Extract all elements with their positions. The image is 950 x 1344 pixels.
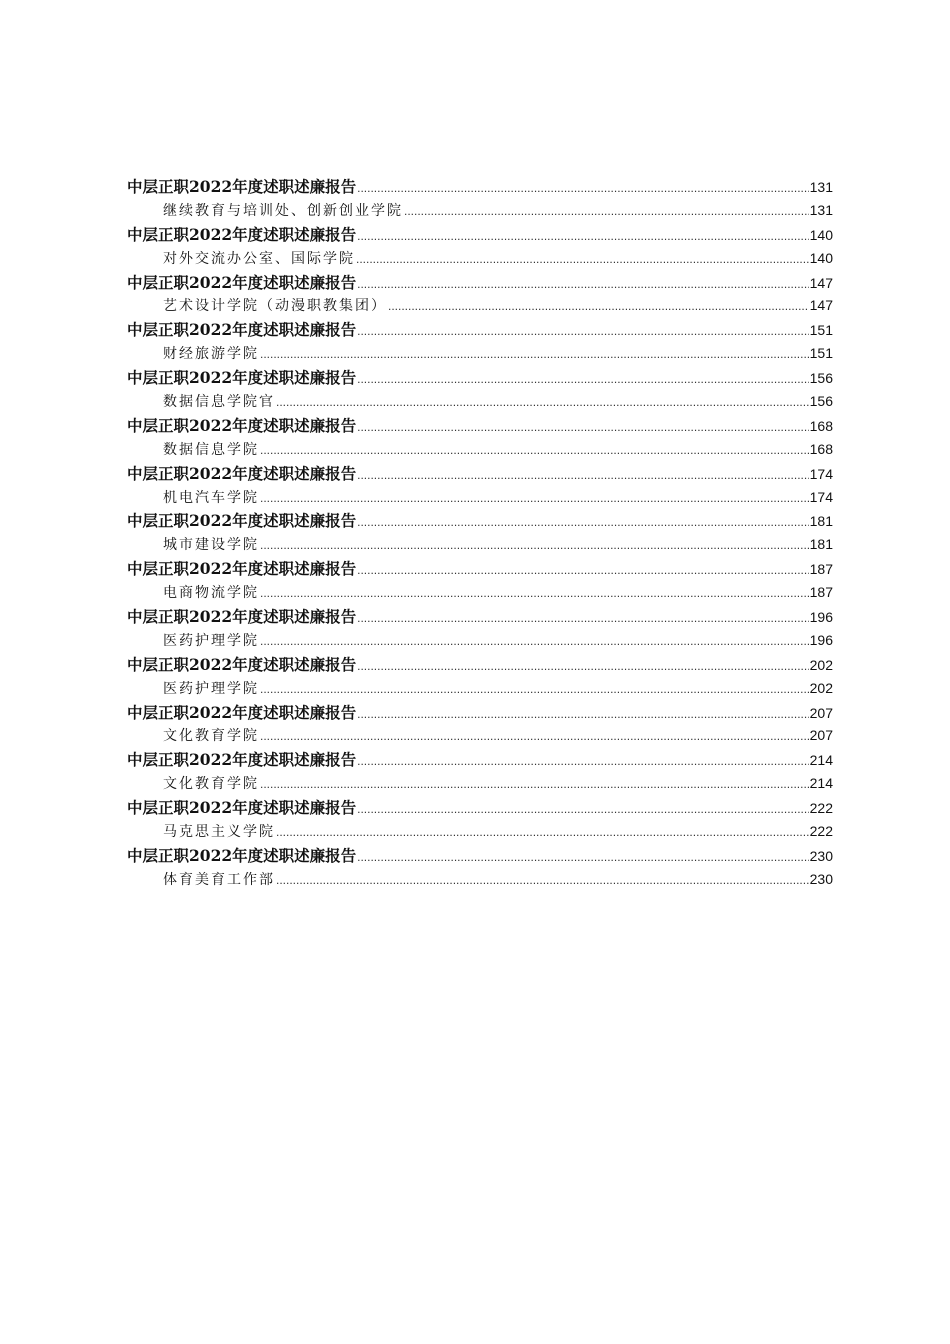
toc-entry-page-number: 140: [809, 249, 833, 266]
toc-entry-heading[interactable]: [127, 653, 833, 677]
toc-entry-subheading[interactable]: [127, 390, 833, 414]
toc-dot-leader: [260, 343, 809, 367]
toc-entry-title: 医药护理学院: [163, 632, 259, 649]
toc-dot-leader: [357, 273, 809, 297]
toc-entry-subheading[interactable]: [127, 581, 833, 605]
toc-entry-page-number: 174: [809, 488, 833, 505]
toc-entry-title: 财经旅游学院: [163, 346, 259, 363]
toc-entry-heading[interactable]: [127, 844, 833, 868]
toc-entry-page-number: 207: [809, 704, 833, 721]
toc-entry-subheading[interactable]: [127, 342, 833, 366]
toc-entry-subheading[interactable]: [127, 868, 833, 892]
toc-entry-page-number: 156: [809, 393, 833, 410]
toc-entry-subheading[interactable]: [127, 820, 833, 844]
toc-entry-title: 继续教育与培训处、创新创业学院: [163, 202, 403, 219]
toc-entry-page-number: 222: [809, 800, 833, 817]
toc-entry-title: 中层正职2022年度述职述廉报告: [127, 368, 357, 388]
toc-dot-leader: [404, 200, 809, 224]
toc-entry-subheading[interactable]: [127, 677, 833, 701]
toc-dot-leader: [357, 750, 809, 774]
toc-dot-leader: [260, 725, 809, 749]
toc-entry-page-number: 187: [809, 584, 833, 601]
toc-entry-page-number: 181: [809, 536, 833, 553]
toc-entry-heading[interactable]: [127, 366, 833, 390]
toc-dot-leader: [357, 559, 809, 583]
toc-entry-page-number: 222: [809, 823, 833, 840]
toc-entry-title: 中层正职2022年度述职述廉报告: [127, 845, 357, 865]
toc-entry-subheading[interactable]: [127, 772, 833, 796]
toc-entry-page-number: 214: [809, 775, 833, 792]
toc-entry-subheading[interactable]: [127, 629, 833, 653]
toc-entry-title: 中层正职2022年度述职述廉报告: [127, 798, 357, 818]
toc-entry-page-number: 230: [809, 870, 833, 887]
toc-entry-title: 文化教育学院: [163, 728, 259, 745]
toc-entry-title: 数据信息学院官: [163, 394, 275, 411]
toc-dot-leader: [357, 225, 809, 249]
toc-entry-heading[interactable]: [127, 462, 833, 486]
toc-dot-leader: [357, 846, 809, 870]
toc-entry-page-number: 196: [809, 609, 833, 626]
toc-dot-leader: [357, 177, 809, 201]
toc-entry-heading[interactable]: [127, 223, 833, 247]
toc-entry-page-number: 131: [809, 201, 833, 218]
toc-entry-title: 中层正职2022年度述职述廉报告: [127, 750, 357, 770]
toc-entry-heading[interactable]: [127, 748, 833, 772]
toc-entry-subheading[interactable]: [127, 533, 833, 557]
table-of-contents: [127, 175, 833, 892]
toc-dot-leader: [357, 320, 809, 344]
toc-dot-leader: [260, 439, 809, 463]
toc-entry-page-number: 151: [809, 322, 833, 339]
toc-entry-page-number: 156: [809, 370, 833, 387]
toc-dot-leader: [260, 487, 809, 511]
toc-entry-page-number: 187: [809, 561, 833, 578]
toc-dot-leader: [260, 678, 809, 702]
toc-dot-leader: [357, 511, 809, 535]
toc-entry-title: 文化教育学院: [163, 776, 259, 793]
toc-dot-leader: [357, 607, 809, 631]
toc-entry-subheading[interactable]: [127, 438, 833, 462]
toc-dot-leader: [357, 655, 809, 679]
toc-entry-page-number: 131: [809, 179, 833, 195]
toc-entry-title: 对外交流办公室、国际学院: [163, 250, 355, 267]
toc-entry-title: 体育美育工作部: [163, 871, 275, 888]
toc-entry-heading[interactable]: [127, 318, 833, 342]
toc-entry-subheading[interactable]: [127, 294, 833, 318]
toc-entry-title: 中层正职2022年度述职述廉报告: [127, 224, 357, 244]
toc-dot-leader: [357, 416, 809, 440]
toc-entry-subheading[interactable]: [127, 199, 833, 223]
toc-dot-leader: [357, 703, 809, 727]
toc-entry-title: 中层正职2022年度述职述廉报告: [127, 559, 357, 579]
toc-entry-title: 中层正职2022年度述职述廉报告: [127, 607, 357, 627]
toc-entry-heading[interactable]: [127, 175, 833, 199]
toc-entry-title: 艺术设计学院（动漫职教集团）: [163, 298, 387, 315]
toc-entry-heading[interactable]: [127, 509, 833, 533]
toc-entry-title: 中层正职2022年度述职述廉报告: [127, 272, 357, 292]
toc-entry-title: 机电汽车学院: [163, 489, 259, 506]
toc-entry-title: 中层正职2022年度述职述廉报告: [127, 463, 357, 483]
toc-dot-leader: [260, 773, 809, 797]
toc-entry-page-number: 140: [809, 226, 833, 243]
toc-entry-subheading[interactable]: [127, 724, 833, 748]
toc-entry-title: 中层正职2022年度述职述廉报告: [127, 320, 357, 340]
toc-entry-title: 城市建设学院: [163, 537, 259, 554]
toc-entry-page-number: 174: [809, 465, 833, 482]
toc-dot-leader: [357, 798, 809, 822]
toc-entry-page-number: 147: [809, 297, 833, 314]
toc-entry-page-number: 214: [809, 752, 833, 769]
toc-dot-leader: [276, 821, 809, 845]
toc-entry-title: 马克思主义学院: [163, 824, 275, 841]
toc-entry-title: 中层正职2022年度述职述廉报告: [127, 654, 357, 674]
toc-dot-leader: [356, 248, 809, 272]
toc-entry-heading[interactable]: [127, 796, 833, 820]
toc-entry-title: 中层正职2022年度述职述廉报告: [127, 511, 357, 531]
toc-entry-page-number: 168: [809, 440, 833, 457]
toc-entry-page-number: 207: [809, 727, 833, 744]
toc-dot-leader: [260, 582, 809, 606]
toc-entry-title: 中层正职2022年度述职述廉报告: [127, 177, 357, 196]
toc-entry-subheading[interactable]: [127, 247, 833, 271]
toc-entry-page-number: 147: [809, 274, 833, 291]
toc-dot-leader: [357, 464, 809, 488]
toc-entry-page-number: 181: [809, 513, 833, 530]
toc-entry-heading[interactable]: [127, 605, 833, 629]
toc-entry-title: 电商物流学院: [163, 585, 259, 602]
toc-entry-title: 中层正职2022年度述职述廉报告: [127, 415, 357, 435]
toc-entry-heading[interactable]: [127, 701, 833, 725]
toc-entry-page-number: 196: [809, 631, 833, 648]
toc-entry-page-number: 168: [809, 417, 833, 434]
toc-entry-title: 中层正职2022年度述职述廉报告: [127, 702, 357, 722]
toc-entry-title: 数据信息学院: [163, 441, 259, 458]
toc-entry-page-number: 202: [809, 679, 833, 696]
toc-dot-leader: [260, 534, 809, 558]
toc-entry-title: 医药护理学院: [163, 680, 259, 697]
toc-dot-leader: [276, 391, 809, 415]
toc-dot-leader: [276, 869, 809, 893]
toc-dot-leader: [388, 295, 809, 319]
toc-entry-heading[interactable]: [127, 271, 833, 295]
toc-entry-page-number: 230: [809, 847, 833, 864]
toc-dot-leader: [357, 368, 809, 392]
toc-entry-page-number: 151: [809, 345, 833, 362]
toc-dot-leader: [260, 630, 809, 654]
toc-entry-heading[interactable]: [127, 557, 833, 581]
toc-entry-heading[interactable]: [127, 414, 833, 438]
toc-entry-page-number: 202: [809, 656, 833, 673]
toc-entry-subheading[interactable]: [127, 486, 833, 510]
